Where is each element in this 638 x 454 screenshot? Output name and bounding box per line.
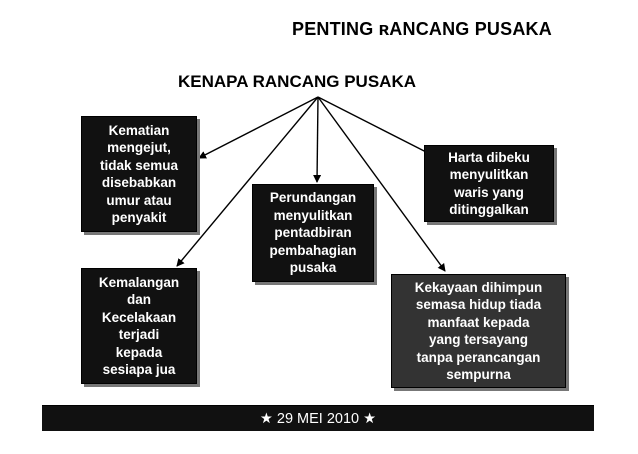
footer-date: ★ 29 MEI 2010 ★ bbox=[259, 410, 377, 427]
arrow-to-kematian bbox=[199, 97, 318, 158]
box-kekayaan: Kekayaan dihimpun semasa hidup tiada manfaat kepada yang tersayang tanpa perancangan sempurna bbox=[391, 274, 566, 388]
box-kemalangan: Kemalangan dan Kecelakaan terjadi kepada sesiapa jua bbox=[81, 268, 197, 384]
box-kematian: Kematian mengejut, tidak semua disebabkan umur atau penyakit bbox=[81, 116, 197, 232]
top-title: PENTING ʀANCANG PUSAKA bbox=[292, 19, 552, 39]
arrow-to-perundangan bbox=[317, 97, 318, 182]
main-title: KENAPA RANCANG PUSAKA bbox=[178, 72, 417, 91]
arrow-to-harta bbox=[318, 97, 434, 156]
footer-bar bbox=[42, 405, 594, 431]
box-perundangan: Perundangan menyulitkan pentadbiran pembahagian pusaka bbox=[252, 184, 374, 282]
box-harta: Harta dibeku menyulitkan waris yang ditinggalkan bbox=[424, 145, 554, 222]
